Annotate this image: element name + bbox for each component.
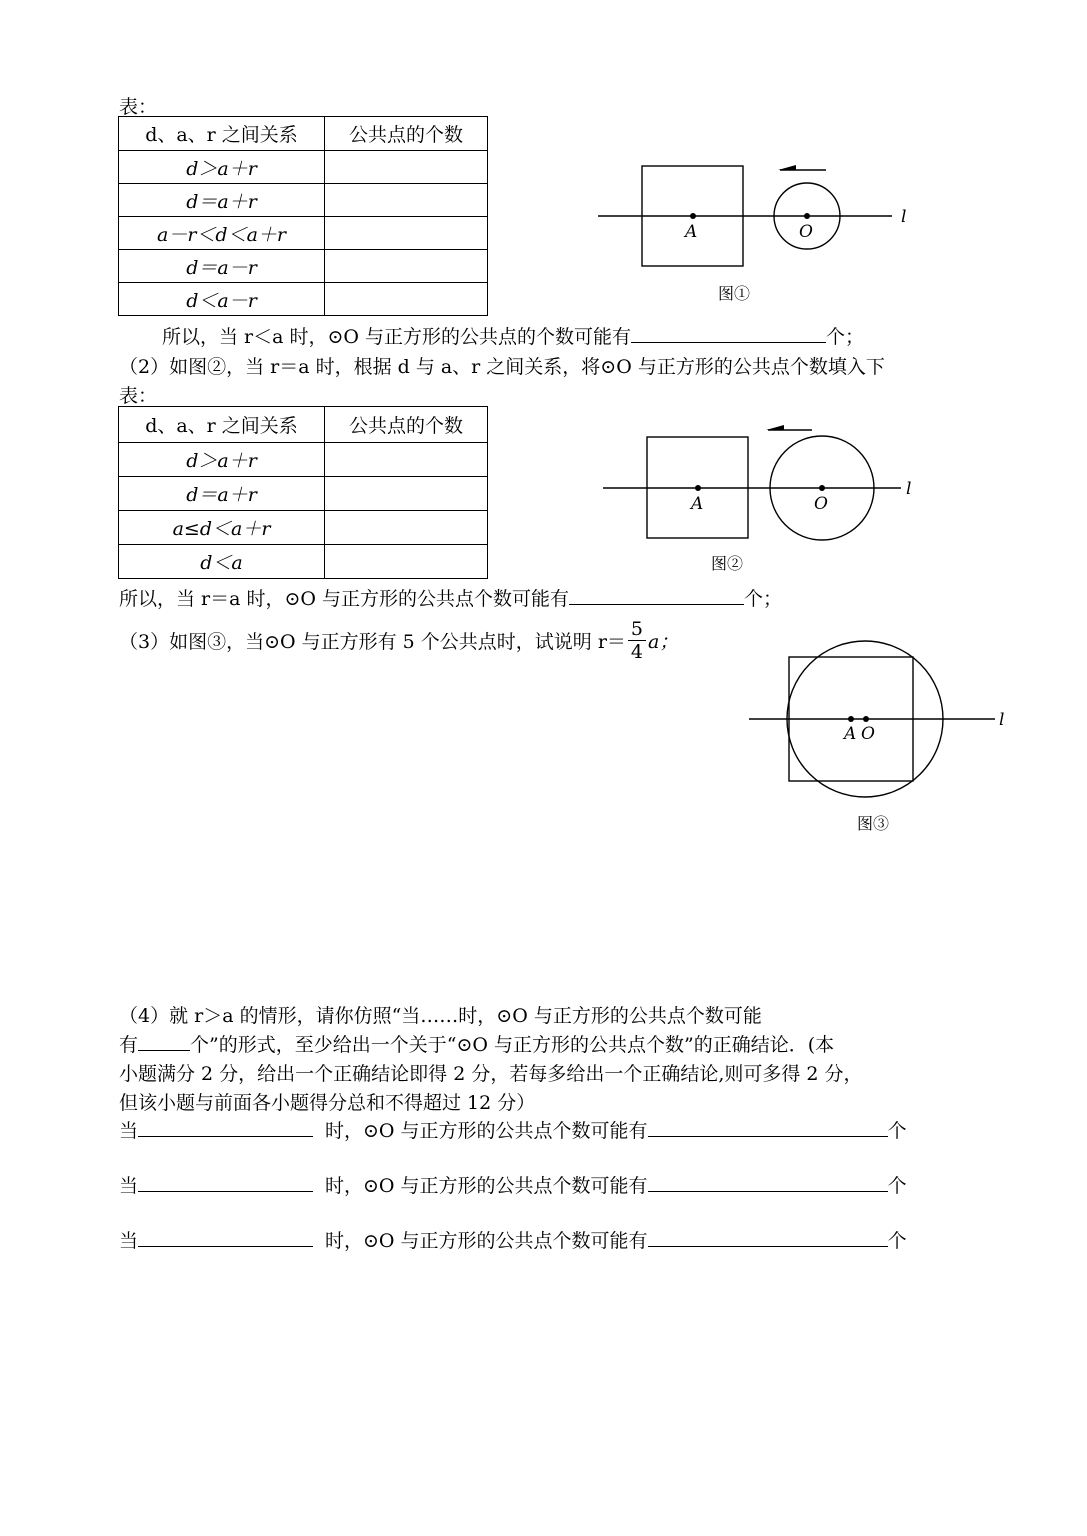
fig3-label-a: A: [844, 724, 857, 744]
table1-row-5-answer-cell[interactable]: [325, 283, 488, 316]
part2-line-1: （2）如图②，当 r＝a 时，根据 d 与 a、r 之间关系，将⊙O 与正方形的公共点个数填入下: [119, 356, 885, 378]
table2-row-1-relation: d＞a＋r: [119, 443, 325, 477]
part3-fraction-denominator: 4: [630, 641, 644, 663]
part4-line-2: [119, 1030, 834, 1057]
answer-3-prefix: 当: [119, 1230, 139, 1252]
answer-1-condition-blank[interactable]: [138, 1118, 313, 1137]
part1-conclusion-text: 所以，当 r＜a 时，⊙O 与正方形的公共点的个数可能有: [162, 326, 632, 348]
table1-row-3-answer-cell[interactable]: [325, 217, 488, 250]
part1-conclusion-suffix: 个；: [826, 326, 865, 348]
table1-row-5-relation: d＜a－r: [119, 283, 325, 316]
part3-fraction-numerator: 5: [628, 618, 646, 641]
fig2-center-o-dot: [819, 485, 825, 491]
table1-row-1-relation: d＞a＋r: [119, 151, 325, 184]
table1-row-2-answer-cell[interactable]: [325, 184, 488, 217]
fig2-label-a: A: [691, 494, 704, 514]
answer-1-suffix: 个: [887, 1120, 907, 1142]
table2-row-3-answer-cell[interactable]: [325, 511, 488, 545]
answer-line-2: [119, 1171, 907, 1198]
figure-3: [745, 635, 1025, 840]
part4-line-4: 但该小题与前面各小题得分总和不得超过 12 分）: [119, 1092, 536, 1114]
fig2-label-o: O: [814, 494, 828, 514]
fig2-center-a-dot: [695, 485, 701, 491]
fig3-label-o: O: [861, 724, 875, 744]
fig3-center-a-dot: [848, 716, 854, 722]
answer-1-prefix: 当: [119, 1120, 139, 1142]
table1-row-4-relation: d＝a－r: [119, 250, 325, 283]
intro-fragment: 表：: [119, 96, 158, 118]
fig1-caption: 图①: [718, 284, 751, 303]
answer-1-middle: 时，⊙O 与正方形的公共点个数可能有: [325, 1120, 648, 1142]
part2-line-2: 表：: [119, 385, 158, 407]
answer-3-condition-blank[interactable]: [138, 1228, 313, 1247]
fig1-arrow-left-icon: [778, 165, 796, 170]
fig1-label-o: O: [799, 222, 813, 242]
fig3-center-o-dot: [863, 716, 869, 722]
answer-2-condition-blank[interactable]: [138, 1173, 313, 1192]
fig3-caption: 图③: [857, 814, 890, 833]
part3-fraction: [628, 618, 646, 663]
table1-header-relation: d、a、r 之间关系: [119, 117, 325, 151]
table1-row-4-answer-cell[interactable]: [325, 250, 488, 283]
part4-example-blank[interactable]: [138, 1032, 190, 1051]
fig1-label-l: l: [901, 207, 907, 227]
part1-answer-blank[interactable]: [631, 324, 826, 343]
table2-header-relation: d、a、r 之间关系: [119, 407, 325, 443]
part2-conclusion-suffix: 个；: [744, 588, 783, 610]
answer-3-middle: 时，⊙O 与正方形的公共点个数可能有: [325, 1230, 648, 1252]
table2-header-count: 公共点的个数: [325, 407, 488, 443]
figure-1: [590, 155, 920, 310]
answer-2-count-blank[interactable]: [648, 1173, 888, 1192]
part3-question: [119, 618, 678, 663]
relation-table-2: [118, 406, 488, 579]
part2-conclusion: [119, 584, 782, 611]
relation-table-1: [118, 116, 488, 316]
answer-line-1: [119, 1116, 907, 1143]
table2-row-1-answer-cell[interactable]: [325, 443, 488, 477]
fig1-center-a-dot: [690, 213, 696, 219]
fig1-center-o-dot: [804, 213, 810, 219]
table2-row-3-relation: a≤d＜a＋r: [119, 511, 325, 545]
part1-conclusion: [162, 322, 864, 349]
figure-2: [595, 420, 925, 580]
answer-3-count-blank[interactable]: [648, 1228, 888, 1247]
table1-row-3-relation: a－r＜d＜a＋r: [119, 217, 325, 250]
table2-row-2-answer-cell[interactable]: [325, 477, 488, 511]
part3-text: （3）如图③，当⊙O 与正方形有 5 个公共点时，试说明 r＝: [119, 631, 626, 653]
fig3-label-l: l: [999, 710, 1005, 730]
table2-row-2-relation: d＝a＋r: [119, 477, 325, 511]
fig2-arrow-left-icon: [766, 425, 784, 430]
part3-after: a；: [648, 631, 679, 653]
answer-2-middle: 时，⊙O 与正方形的公共点个数可能有: [325, 1175, 648, 1197]
table1-row-1-answer-cell[interactable]: [325, 151, 488, 184]
answer-2-suffix: 个: [887, 1175, 907, 1197]
part4-line-1: （4）就 r＞a 的情形，请你仿照“当……时，⊙O 与正方形的公共点个数可能: [119, 1005, 762, 1027]
part4-line-3: 小题满分 2 分，给出一个正确结论即得 2 分，若每多给出一个正确结论,则可多得 2 分，: [119, 1063, 863, 1085]
answer-2-prefix: 当: [119, 1175, 139, 1197]
part4-line-2-prefix: 有: [119, 1034, 139, 1056]
table2-row-4-answer-cell[interactable]: [325, 545, 488, 579]
fig1-label-a: A: [685, 222, 698, 242]
answer-line-3: [119, 1226, 907, 1253]
answer-1-count-blank[interactable]: [648, 1118, 888, 1137]
answer-3-suffix: 个: [887, 1230, 907, 1252]
table1-row-2-relation: d＝a＋r: [119, 184, 325, 217]
table2-row-4-relation: d＜a: [119, 545, 325, 579]
table1-header-count: 公共点的个数: [325, 117, 488, 151]
part2-answer-blank[interactable]: [569, 586, 744, 605]
part4-line-2-suffix: 个”的形式，至少给出一个关于“⊙O 与正方形的公共点个数”的正确结论．(本: [190, 1034, 835, 1056]
fig2-label-l: l: [906, 479, 912, 499]
fig2-caption: 图②: [711, 554, 744, 573]
part2-conclusion-text: 所以，当 r＝a 时，⊙O 与正方形的公共点个数可能有: [119, 588, 570, 610]
